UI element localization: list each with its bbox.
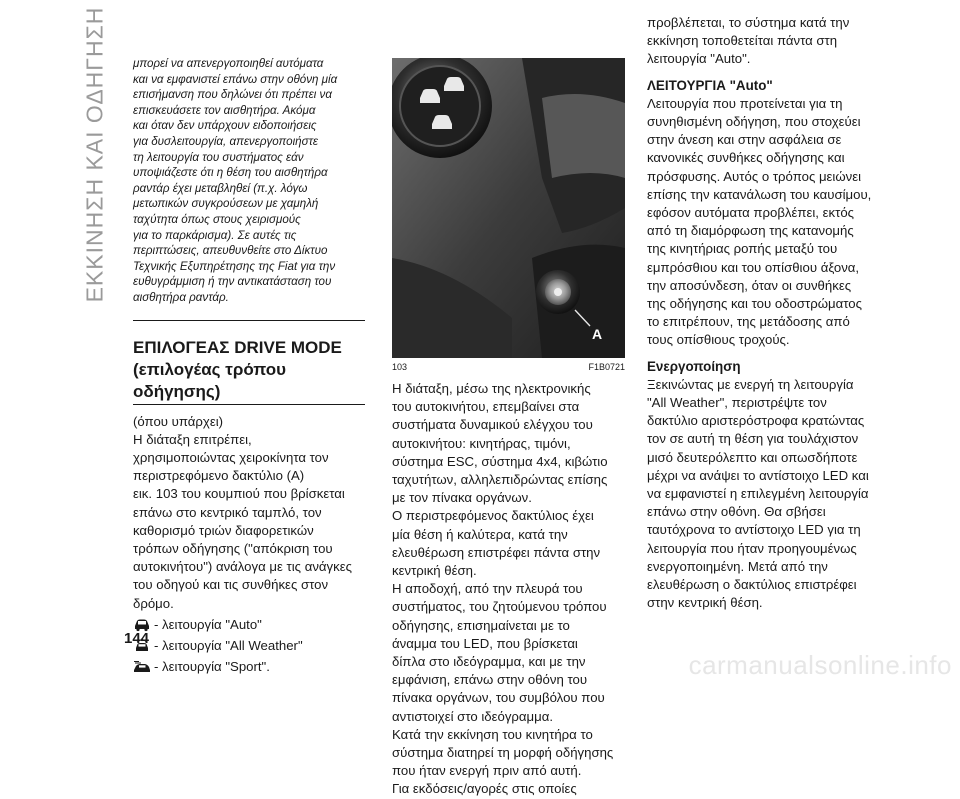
body-line: το επιτρέπουν, της μετάδοσης από	[647, 314, 850, 330]
figure-number: 103	[392, 362, 408, 372]
body-line: λειτουργία "Auto".	[647, 51, 751, 67]
body-line: ταχυτήτων, αλληλεπιδρώντας επίσης	[392, 472, 608, 488]
auto-mode-text	[647, 95, 883, 350]
body-line: συστήματος, του ζητούμενου τρόπου	[392, 599, 607, 615]
mode-label: - λειτουργία "Auto"	[154, 616, 262, 632]
note-line: μπορεί να απενεργοποιηθεί αυτόματα	[133, 57, 324, 70]
body-line: προβλέπεται, το σύστημα κατά την	[647, 15, 850, 30]
note-line: τη λειτουργία του συστήματος εάν	[133, 150, 304, 164]
body-line: αυτοκινήτου: κινητήρας, τιμόνι,	[392, 435, 571, 451]
note-line: Τεχνικής Εξυπηρέτησης της Fiat για την	[133, 259, 336, 273]
body-line: μισό δευτερόλεπτο και οπωσδήποτε	[647, 449, 858, 465]
mode-label: - λειτουργία "Sport".	[154, 658, 270, 674]
body-line: μέχρι να ανάψει το αντίστοιχο LED και	[647, 467, 869, 483]
warning-note-text	[133, 56, 365, 306]
body-line: ελευθέρωση ο δακτύλιος επιστρέφει	[647, 577, 857, 593]
body-line: τρόπων οδήγησης ("απόκριση του	[133, 540, 333, 556]
body-line: του οδηγού και τις συνθήκες στον	[133, 577, 329, 593]
note-line: ταχύτητα όπως στους χειρισμούς	[133, 212, 301, 226]
auto-mode-heading: ΛΕΙΤΟΥΡΓΙΑ "Auto"	[647, 77, 773, 93]
body-line: επίσης την κατανάλωση του καυσίμου,	[647, 186, 872, 202]
page-number: 144	[124, 630, 150, 647]
body-line: καθορισμό τριών διαφορετικών	[133, 522, 314, 538]
chapter-side-title	[78, 6, 112, 303]
note-line: αισθητήρα ραντάρ.	[133, 290, 229, 304]
body-line: εικ. 103 του κουμπιού που βρίσκεται	[133, 486, 345, 502]
body-line: από τη διαμόρφωση της κατανομής	[647, 223, 854, 239]
body-line: ενεργοποιημένη. Μετά από την	[647, 558, 828, 574]
intro-text	[647, 14, 883, 69]
figure-103-drive-mode-knob	[392, 58, 625, 358]
drive-mode-body	[133, 413, 365, 613]
note-line: υποψιάζεστε ότι η θέση του αισθητήρα	[133, 166, 328, 180]
body-line: σύστημα διατηρεί τη μορφή οδήγησης	[392, 745, 614, 761]
body-line: Η διάταξη, μέσω της ηλεκτρονικής	[392, 381, 591, 396]
body-line: που ήταν ενεργή πριν από αυτή.	[392, 763, 582, 779]
body-line: χρησιμοποιώντας χειροκίνητα τον	[133, 449, 329, 465]
body-line: επάνω στην οθόνη. Θα σβήσει	[647, 504, 826, 520]
svg-text:A: A	[592, 326, 603, 342]
body-line: άναμμα του LED, που βρίσκεται	[392, 635, 578, 651]
warning-note	[133, 56, 365, 321]
body-line: κανονικές συνθήκες οδήγησης και	[647, 150, 845, 166]
body-line: στην άνεση και στην ασφάλεια σε	[647, 132, 842, 148]
body-line: μία θέση ή καλύτερα, κατά την	[392, 526, 568, 542]
mode-item-all-weather	[133, 637, 365, 655]
body-line: δακτύλιο αριστερόστροφα κρατώντας	[647, 413, 865, 429]
body-line: επάνω στο κεντρικό ταμπλό, τον	[133, 504, 322, 520]
body-line: να εμφανιστεί η επιλεγμένη λειτουργία	[647, 486, 869, 502]
body-line: (όπου υπάρχει)	[133, 413, 224, 429]
note-line: για το παρκάρισμα). Σε αυτές τις	[133, 228, 297, 242]
body-line: αντιστοιχεί στο ιδεόγραμμα.	[392, 708, 554, 724]
column-2	[392, 380, 624, 799]
body-line: Ο περιστρεφόμενος δακτύλιος έχει	[392, 508, 594, 524]
body-line: Ξεκινώντας με ενεργή τη λειτουργία	[647, 376, 854, 392]
figure-code: F1B0721	[588, 362, 625, 372]
body-line: δρόμο.	[133, 595, 174, 611]
column-1	[133, 58, 365, 676]
note-line: ευθυγράμμιση ή την αντικατάσταση του	[133, 275, 332, 289]
heading-line: οδήγησης)	[133, 381, 221, 401]
body-line: ελευθέρωση επιστρέφει πάντα στην	[392, 544, 601, 560]
mode-item-sport	[133, 658, 365, 676]
body-line: του αυτοκινήτου, επεμβαίνει στα	[392, 399, 580, 415]
body-line: της κινητήριας ροπής μεταξύ του	[647, 241, 838, 257]
body-line: συνηθισμένη οδήγηση, που στοχεύει	[647, 114, 861, 130]
body-line: εκκίνηση τοποθετείται πάντα στη	[647, 33, 838, 49]
body-line: περιστρεφόμενο δακτύλιο (A)	[133, 468, 305, 484]
body-line: οδήγησης, επισημαίνεται με το	[392, 617, 570, 633]
note-line: μετωπικών συγκρούσεων με χαμηλή	[133, 197, 319, 211]
body-line: ταυτόχρονα το αντίστοιχο LED για τη	[647, 522, 861, 538]
section-heading-drive-mode	[133, 337, 365, 405]
body-line: συστήματα δυναμικού ελέγχου του	[392, 417, 593, 433]
body-line: με τον πίνακα οργάνων.	[392, 490, 532, 506]
mode-label: - λειτουργία "All Weather"	[154, 637, 303, 653]
body-line: Κατά την εκκίνηση του κινητήρα το	[392, 726, 593, 742]
watermark: carmanualsonline.info	[688, 650, 952, 680]
body-line: σύστημα ESC, σύστημα 4x4, κιβώτιο	[392, 453, 608, 469]
activation-heading: Ενεργοποίηση	[647, 358, 741, 374]
body-line: λειτουργία που ήταν προηγουμένως	[647, 540, 857, 556]
body-line: τον σε αυτή τη θέση για τουλάχιστον	[647, 431, 859, 447]
note-line: επισήμανση που δηλώνει ότι πρέπει να	[133, 88, 332, 102]
body-line: στην κεντρική θέση.	[647, 595, 763, 611]
body-line: Η αποδοχή, από την πλευρά του	[392, 581, 583, 597]
body-line: "All Weather", περιστρέψτε τον	[647, 395, 827, 411]
body-line: τους οπίσθιους τροχούς.	[647, 332, 790, 348]
sport-mode-icon	[133, 659, 151, 674]
figure-caption	[392, 362, 625, 372]
body-line: πίνακα οργάνων, του συμβόλου που	[392, 690, 605, 706]
chapter-title-text: ΕΚΚΙΝΗΣΗ ΚΑΙ ΟΔΗΓΗΣΗ	[81, 6, 108, 303]
body-line: κεντρική θέση.	[392, 563, 477, 579]
body-line: την αποσύνδεση, όταν οι συνθήκες	[647, 277, 852, 293]
mode-item-auto	[133, 616, 365, 634]
body-line: Για εκδόσεις/αγορές στις οποίες	[392, 781, 577, 797]
body-line: της οδήγησης και του οδοστρώματος	[647, 296, 862, 312]
body-line: πρόσφυσης. Αυτός ο τρόπος μειώνει	[647, 168, 862, 184]
note-line: και να εμφανιστεί επάνω στην οθόνη μία	[133, 72, 338, 86]
drive-mode-knob-photo	[392, 58, 625, 358]
body-line: εμπρόσθιου και του οπίσθιου άξονα,	[647, 259, 860, 275]
body-line: Η διάταξη επιτρέπει,	[133, 431, 252, 447]
note-line: επισκευάσετε τον αισθητήρα. Ακόμα	[133, 103, 316, 117]
note-line: και όταν δεν υπάρχουν ειδοποιήσεις	[133, 119, 317, 133]
body-line: δίπλα στο ιδεόγραμμα, και με την	[392, 654, 586, 670]
body-line: εμφάνιση, επάνω στην οθόνη του	[392, 672, 588, 688]
column-3	[647, 14, 883, 613]
activation-text	[647, 376, 883, 613]
body-line: εφόσον αυτόματα προβλέπει, εκτός	[647, 205, 855, 221]
body-line: αυτοκινήτου") ανάλογα με τις ανάγκες	[133, 559, 352, 575]
body-line: Λειτουργία που προτείνεται για τη	[647, 95, 843, 111]
note-line: για δυσλειτουργία, απενεργοποιήστε	[133, 134, 319, 148]
note-line: ραντάρ έχει μεταβληθεί (π.χ. λόγω	[133, 181, 308, 195]
note-line: περιπτώσεις, απευθυνθείτε στο Δίκτυο	[133, 244, 328, 258]
heading-line: (επιλογέας τρόπου	[133, 359, 287, 379]
heading-line: ΕΠΙΛΟΓΕΑΣ DRIVE MODE	[133, 337, 342, 357]
